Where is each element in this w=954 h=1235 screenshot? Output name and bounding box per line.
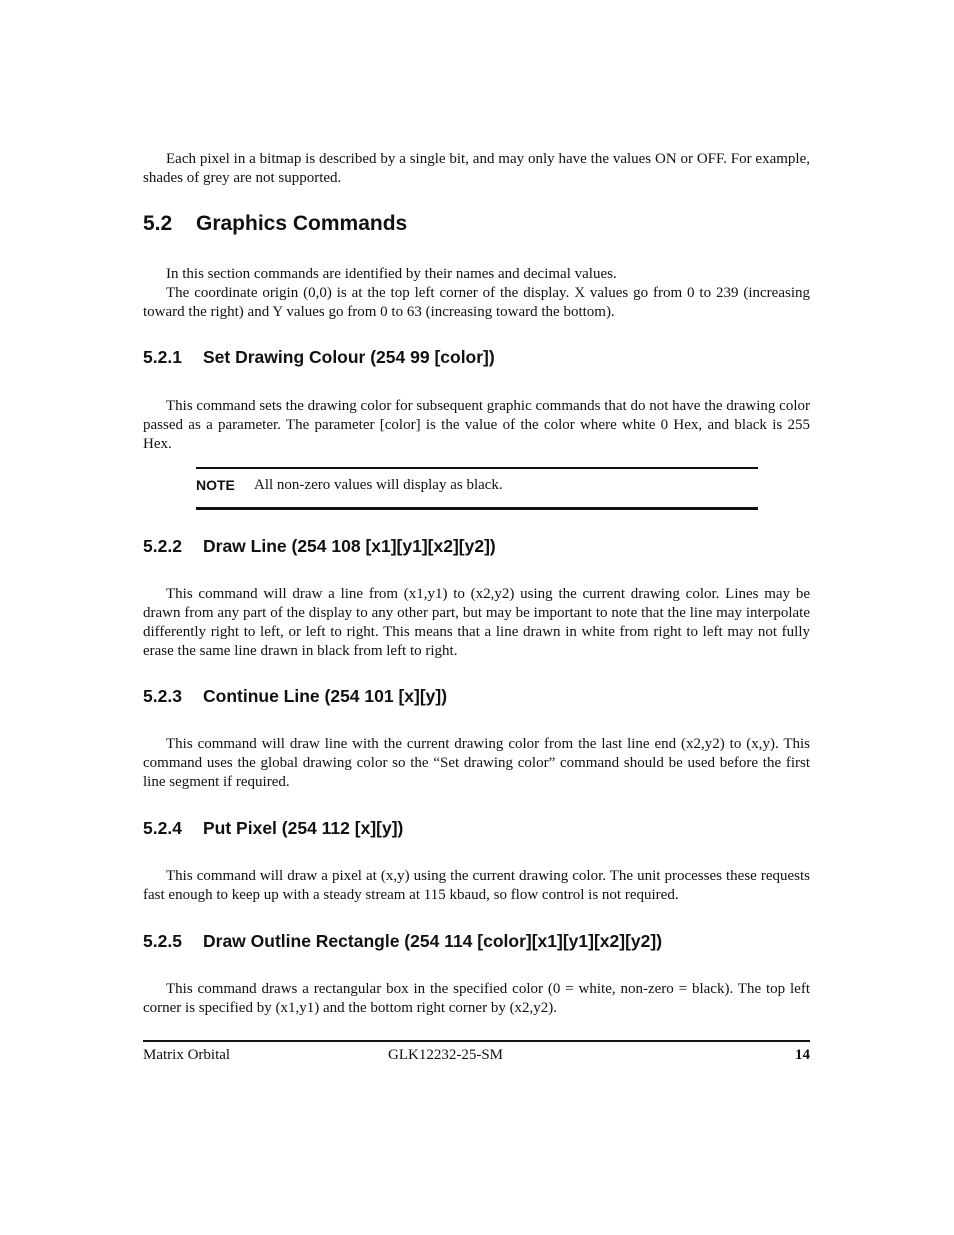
paragraph: This command will draw a line from (x1,y1) to (x2,y2) using the current drawing color. Lines may be drawn from any part of the display to any other part, but may be important to note that the line may interpolate differently right to left, or left to right. This means that a line drawn in white from right to left may not fully erase the same line drawn in black from left to right. <box>143 586 810 659</box>
subsection-title: Continue Line (254 101 [x][y]) <box>203 686 448 706</box>
paragraph: This command draws a rectangular box in the specified color (0 = white, non-zero = black). The top left corner is specified by (x1,y1) and the bottom right corner by (x2,y2). <box>143 981 810 1016</box>
subsection-title: Set Drawing Colour (254 99 [color]) <box>203 347 495 367</box>
subsection-body <box>143 980 810 1018</box>
subsection-heading <box>143 685 810 707</box>
paragraph: In this section commands are identified by their names and decimal values. <box>166 266 617 282</box>
paragraph: Each pixel in a bitmap is described by a single bit, and may only have the values ON or OFF. For example, shades of grey are not supported. <box>143 151 810 186</box>
subsection-number: 5.2.2 <box>143 536 182 556</box>
paragraph: This command will draw line with the current drawing color from the last line end (x2,y2) to (x,y). This command uses the global drawing color so the “Set drawing color” command should be used before the first line segment if required. <box>143 736 810 790</box>
intro-paragraph <box>143 150 810 188</box>
paragraph: This command sets the drawing color for subsequent graphic commands that do not have the drawing color passed as a parameter. The parameter [color] is the value of the color where white 0 Hex, and black is 255 Hex. <box>143 398 811 452</box>
subsection-body <box>143 867 810 905</box>
section-title: Graphics Commands <box>196 212 408 235</box>
paragraph: This command will draw a pixel at (x,y) using the current drawing color. The unit processes these requests fast enough to keep up with a steady stream at 115 kbaud, so flow control is not required. <box>143 868 810 903</box>
subsection-number: 5.2.5 <box>143 931 182 951</box>
note-box <box>196 467 758 510</box>
subsection-title: Draw Outline Rectangle (254 114 [color][x1][y1][x2][y2]) <box>203 931 663 951</box>
footer-document-id: GLK12232-25-SM <box>388 1047 503 1063</box>
subsection-body <box>143 397 810 454</box>
note-text: All non-zero values will display as black. <box>254 477 503 493</box>
subsection-heading <box>143 930 810 952</box>
subsection-body <box>143 585 810 661</box>
page-footer <box>143 1040 810 1072</box>
subsection-heading <box>143 346 810 368</box>
section-heading <box>143 211 810 237</box>
subsection-number: 5.2.3 <box>143 686 182 706</box>
subsection-title: Put Pixel (254 112 [x][y]) <box>203 818 404 838</box>
footer-page-number: 14 <box>795 1047 810 1063</box>
section-intro <box>143 265 810 322</box>
subsection-body <box>143 735 810 792</box>
note-label: NOTE <box>196 477 235 493</box>
footer-company: Matrix Orbital <box>143 1047 231 1063</box>
subsection-number: 5.2.1 <box>143 347 182 367</box>
subsection-number: 5.2.4 <box>143 818 182 838</box>
subsection-heading <box>143 535 810 557</box>
subsection-heading <box>143 817 810 839</box>
paragraph: The coordinate origin (0,0) is at the top left corner of the display. X values go from 0 to 239 (increasing toward the right) and Y values go from 0 to 63 (increasing toward the bottom). <box>143 285 810 320</box>
subsection-title: Draw Line (254 108 [x1][y1][x2][y2]) <box>203 536 496 556</box>
section-number: 5.2 <box>143 212 173 235</box>
